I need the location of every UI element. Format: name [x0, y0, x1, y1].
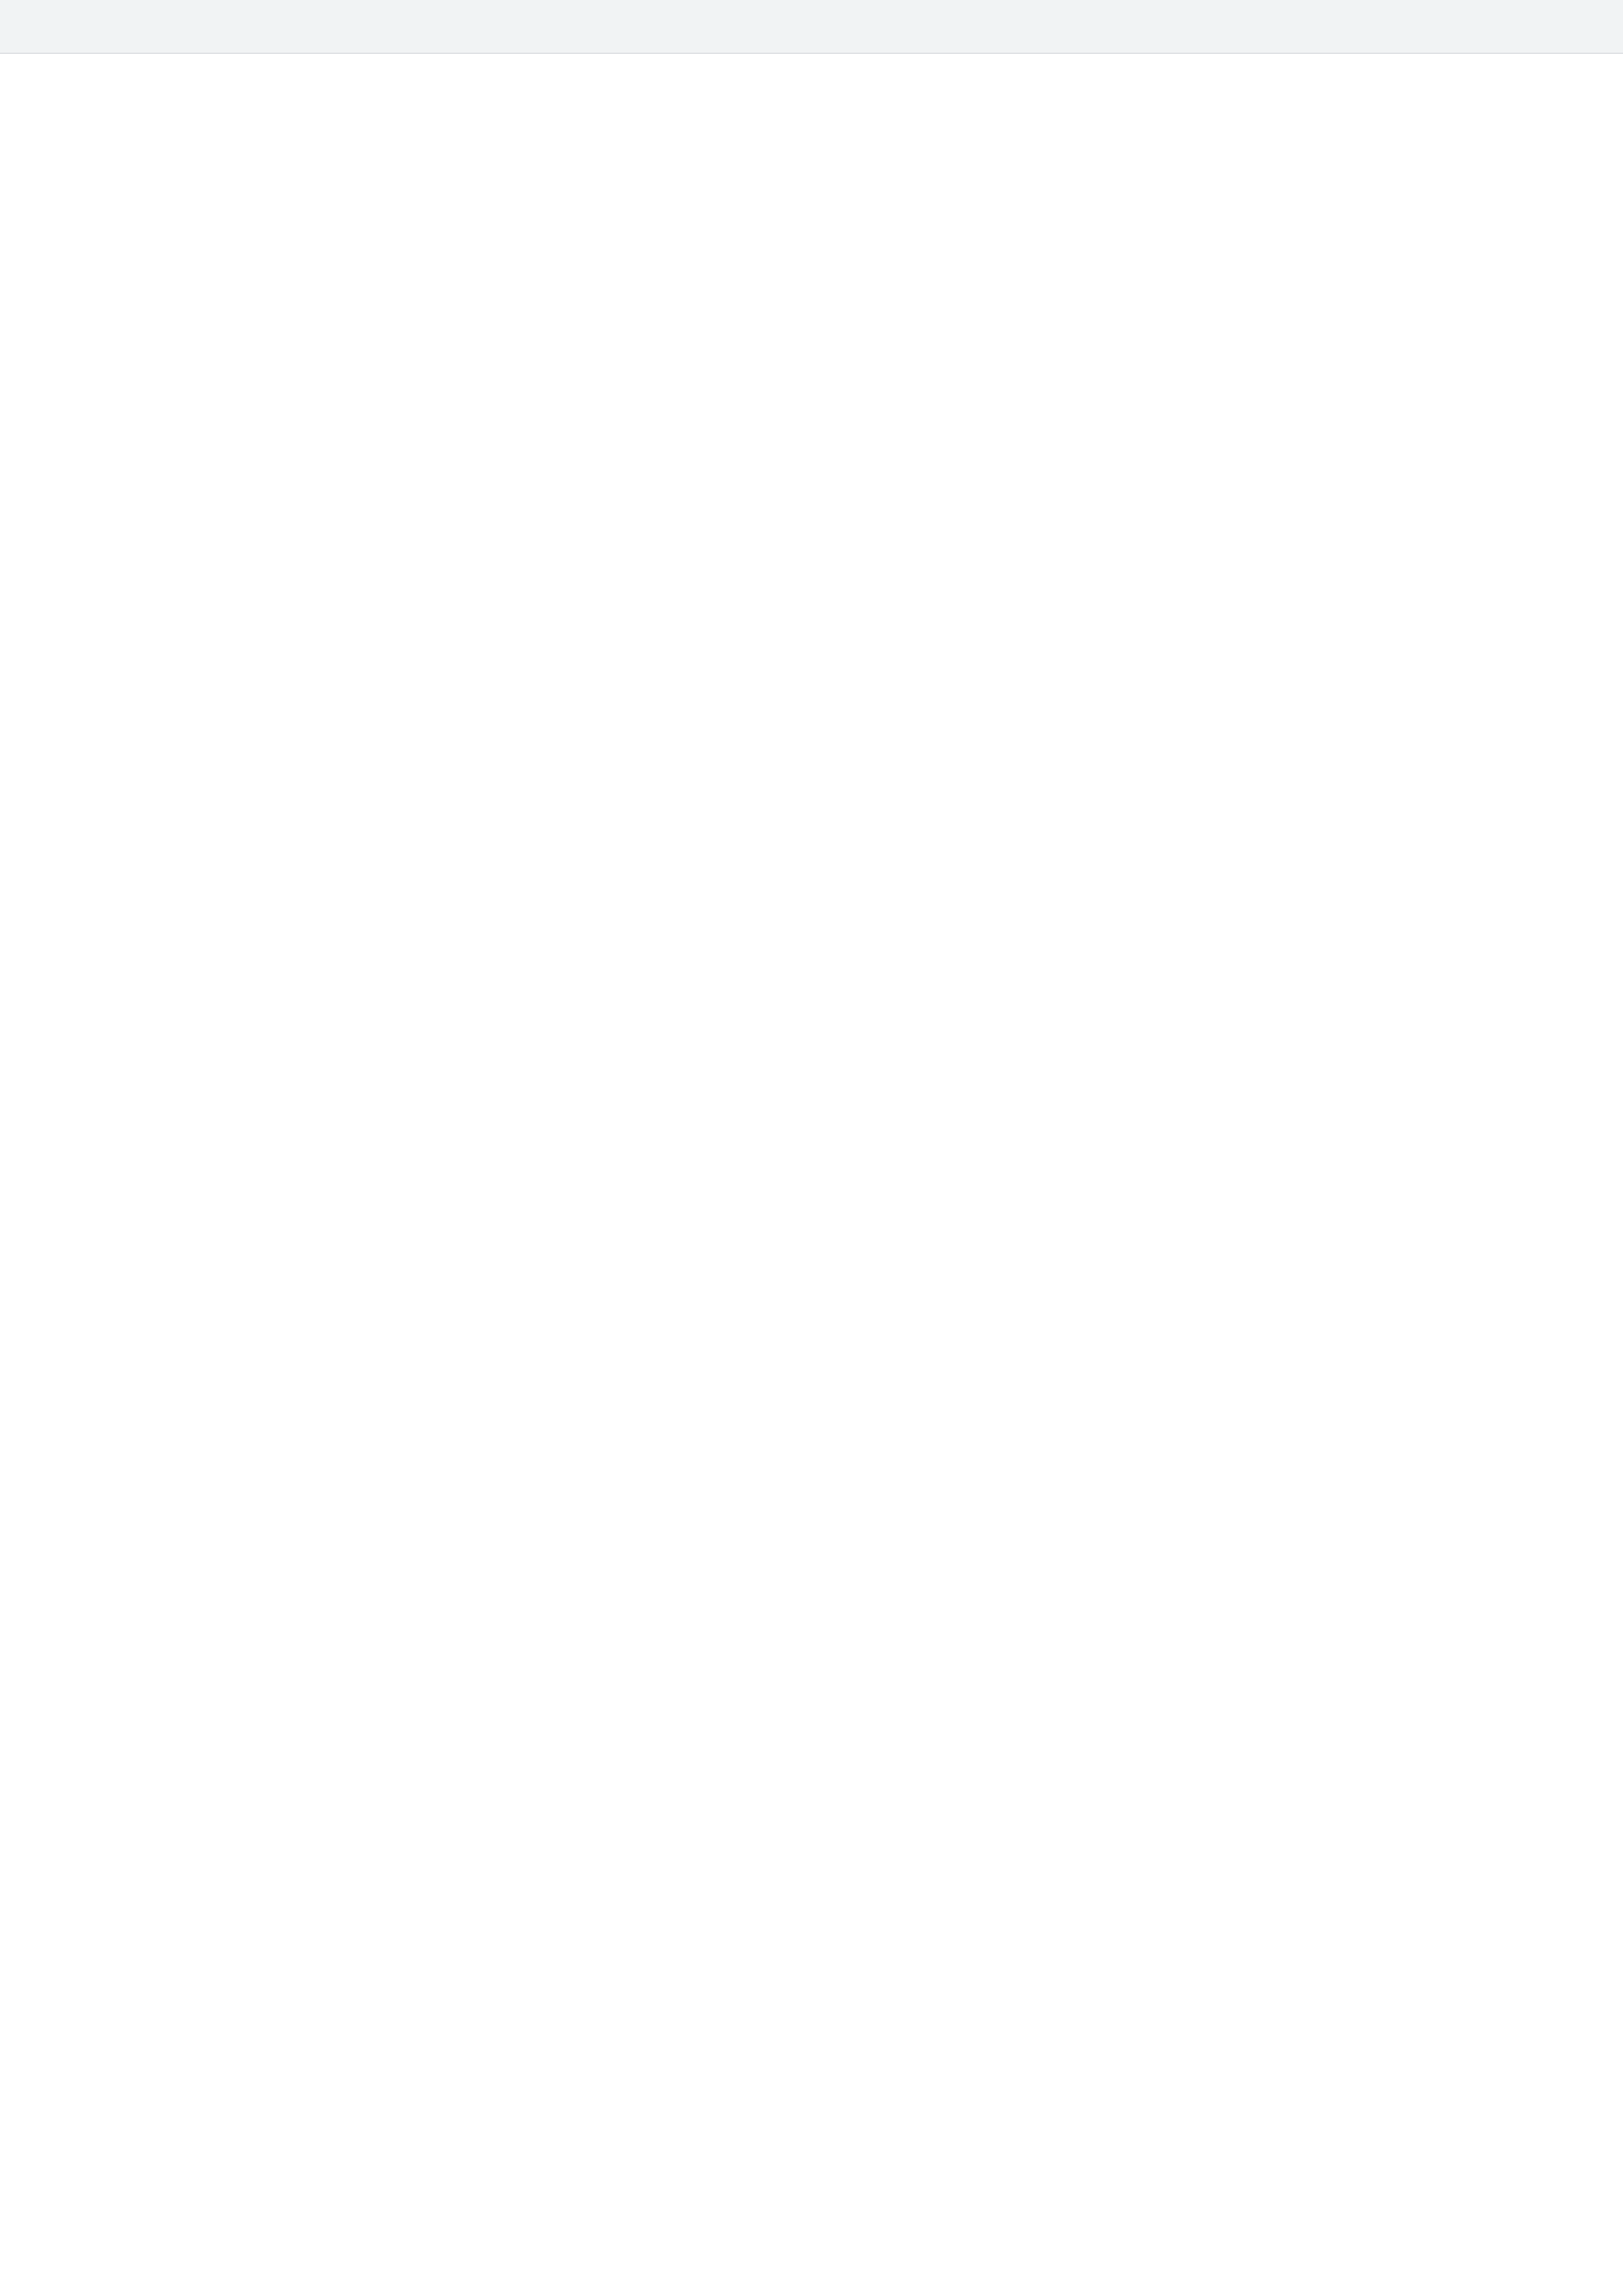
main-content [0, 54, 1623, 2296]
title-bar [0, 0, 1623, 54]
